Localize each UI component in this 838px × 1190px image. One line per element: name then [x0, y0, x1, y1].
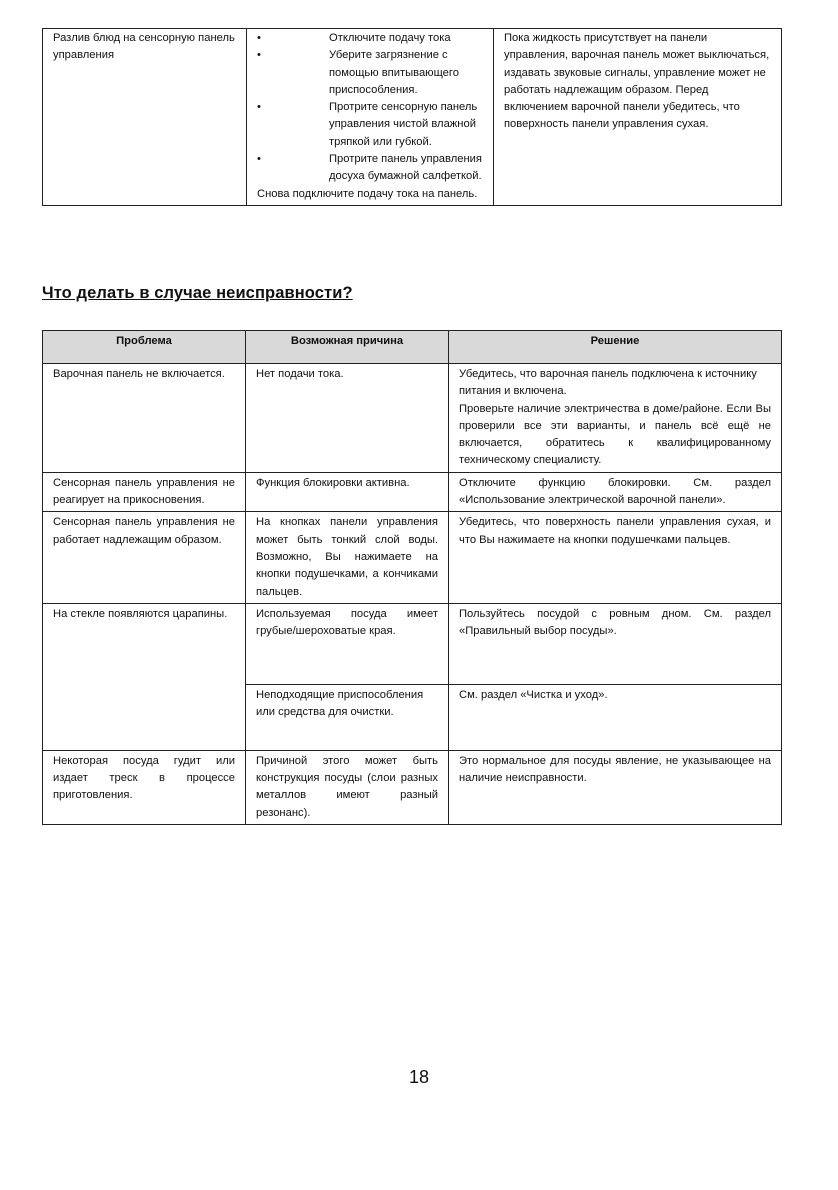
table-row	[43, 364, 782, 473]
list-item: • Уберите загрязнение с помощью впитывающего приспособления.	[257, 49, 459, 96]
solution-cell: Отключите функцию блокировки. См. раздел «Использование электрической варочной панели».	[449, 472, 782, 512]
solution-cell: Это нормальное для посуды явление, не указывающее на наличие неисправности.	[449, 750, 782, 824]
cause-cell: На кнопках панели управления может быть тонкий слой воды. Возможно, Вы нажимаете на кнопки подушечками, а кончиками пальцев.	[246, 512, 449, 603]
column-header-solution: Решение	[449, 331, 782, 364]
cause-cell: Нет подачи тока.	[246, 364, 449, 473]
table-row	[43, 603, 782, 684]
header-row	[43, 331, 782, 364]
note-cell: Пока жидкость присутствует на панели управления, варочная панель может выключаться, издавать звуковые сигналы, управление может не работать надлежащим образом. Перед включением варочной панели убедитесь, что поверхность панели управления сухая.	[494, 29, 782, 206]
problem-cell: Сенсорная панель управления не реагирует на прикосновения.	[43, 472, 246, 512]
problem-cell: Варочная панель не включается.	[43, 364, 246, 473]
list-item: • Протрите сенсорную панель управления чистой влажной тряпкой или губкой.	[257, 101, 478, 148]
cause-cell: Используемая посуда имеет грубые/шероховатые края.	[246, 603, 449, 684]
column-header-cause: Возможная причина	[246, 331, 449, 364]
solution-cell: Убедитесь, что варочная панель подключена к источнику питания и включена. Проверьте наличие электричества в доме/районе. Если Вы проверили все эти варианты, и панель всё ещё не включается, обратитесь к квалифицированному техническому специалисту.	[449, 364, 782, 473]
problem-cell: Некоторая посуда гудит или издает треск в процессе приготовления.	[43, 750, 246, 824]
cause-cell: Причиной этого может быть конструкция посуды (слои разных металлов имеют разный резонанс).	[246, 750, 449, 824]
table-row	[43, 29, 782, 206]
troubleshooting-table	[42, 330, 782, 825]
solution-cell: Убедитесь, что поверхность панели управления сухая, и что Вы нажимаете на кнопки подушечками пальцев.	[449, 512, 782, 603]
section-heading: Что делать в случае неисправности?	[42, 284, 353, 302]
solution-cell: См. раздел «Чистка и уход».	[449, 684, 782, 750]
solution-cell: Пользуйтесь посудой с ровным дном. См. раздел «Правильный выбор посуды».	[449, 603, 782, 684]
cause-cell: Функция блокировки активна.	[246, 472, 449, 512]
cause-cell: Неподходящие приспособления или средства для очистки.	[246, 684, 449, 750]
table-row	[43, 512, 782, 603]
problem-cell: Сенсорная панель управления не работает надлежащим образом.	[43, 512, 246, 603]
problem-cell: Разлив блюд на сенсорную панель управления	[43, 29, 247, 206]
problem-cell: На стекле появляются царапины.	[43, 603, 246, 750]
page-number: 18	[408, 1067, 430, 1087]
list-item: • Протрите панель управления досуха бумажной салфеткой.	[257, 153, 482, 183]
final-step: Снова подключите подачу тока на панель.	[257, 187, 478, 200]
steps-cell	[247, 29, 494, 206]
column-header-problem: Проблема	[43, 331, 246, 364]
cleaning-table	[42, 28, 782, 206]
list-item: • Отключите подачу тока	[257, 32, 451, 44]
table-row	[43, 472, 782, 512]
table-row	[43, 750, 782, 824]
